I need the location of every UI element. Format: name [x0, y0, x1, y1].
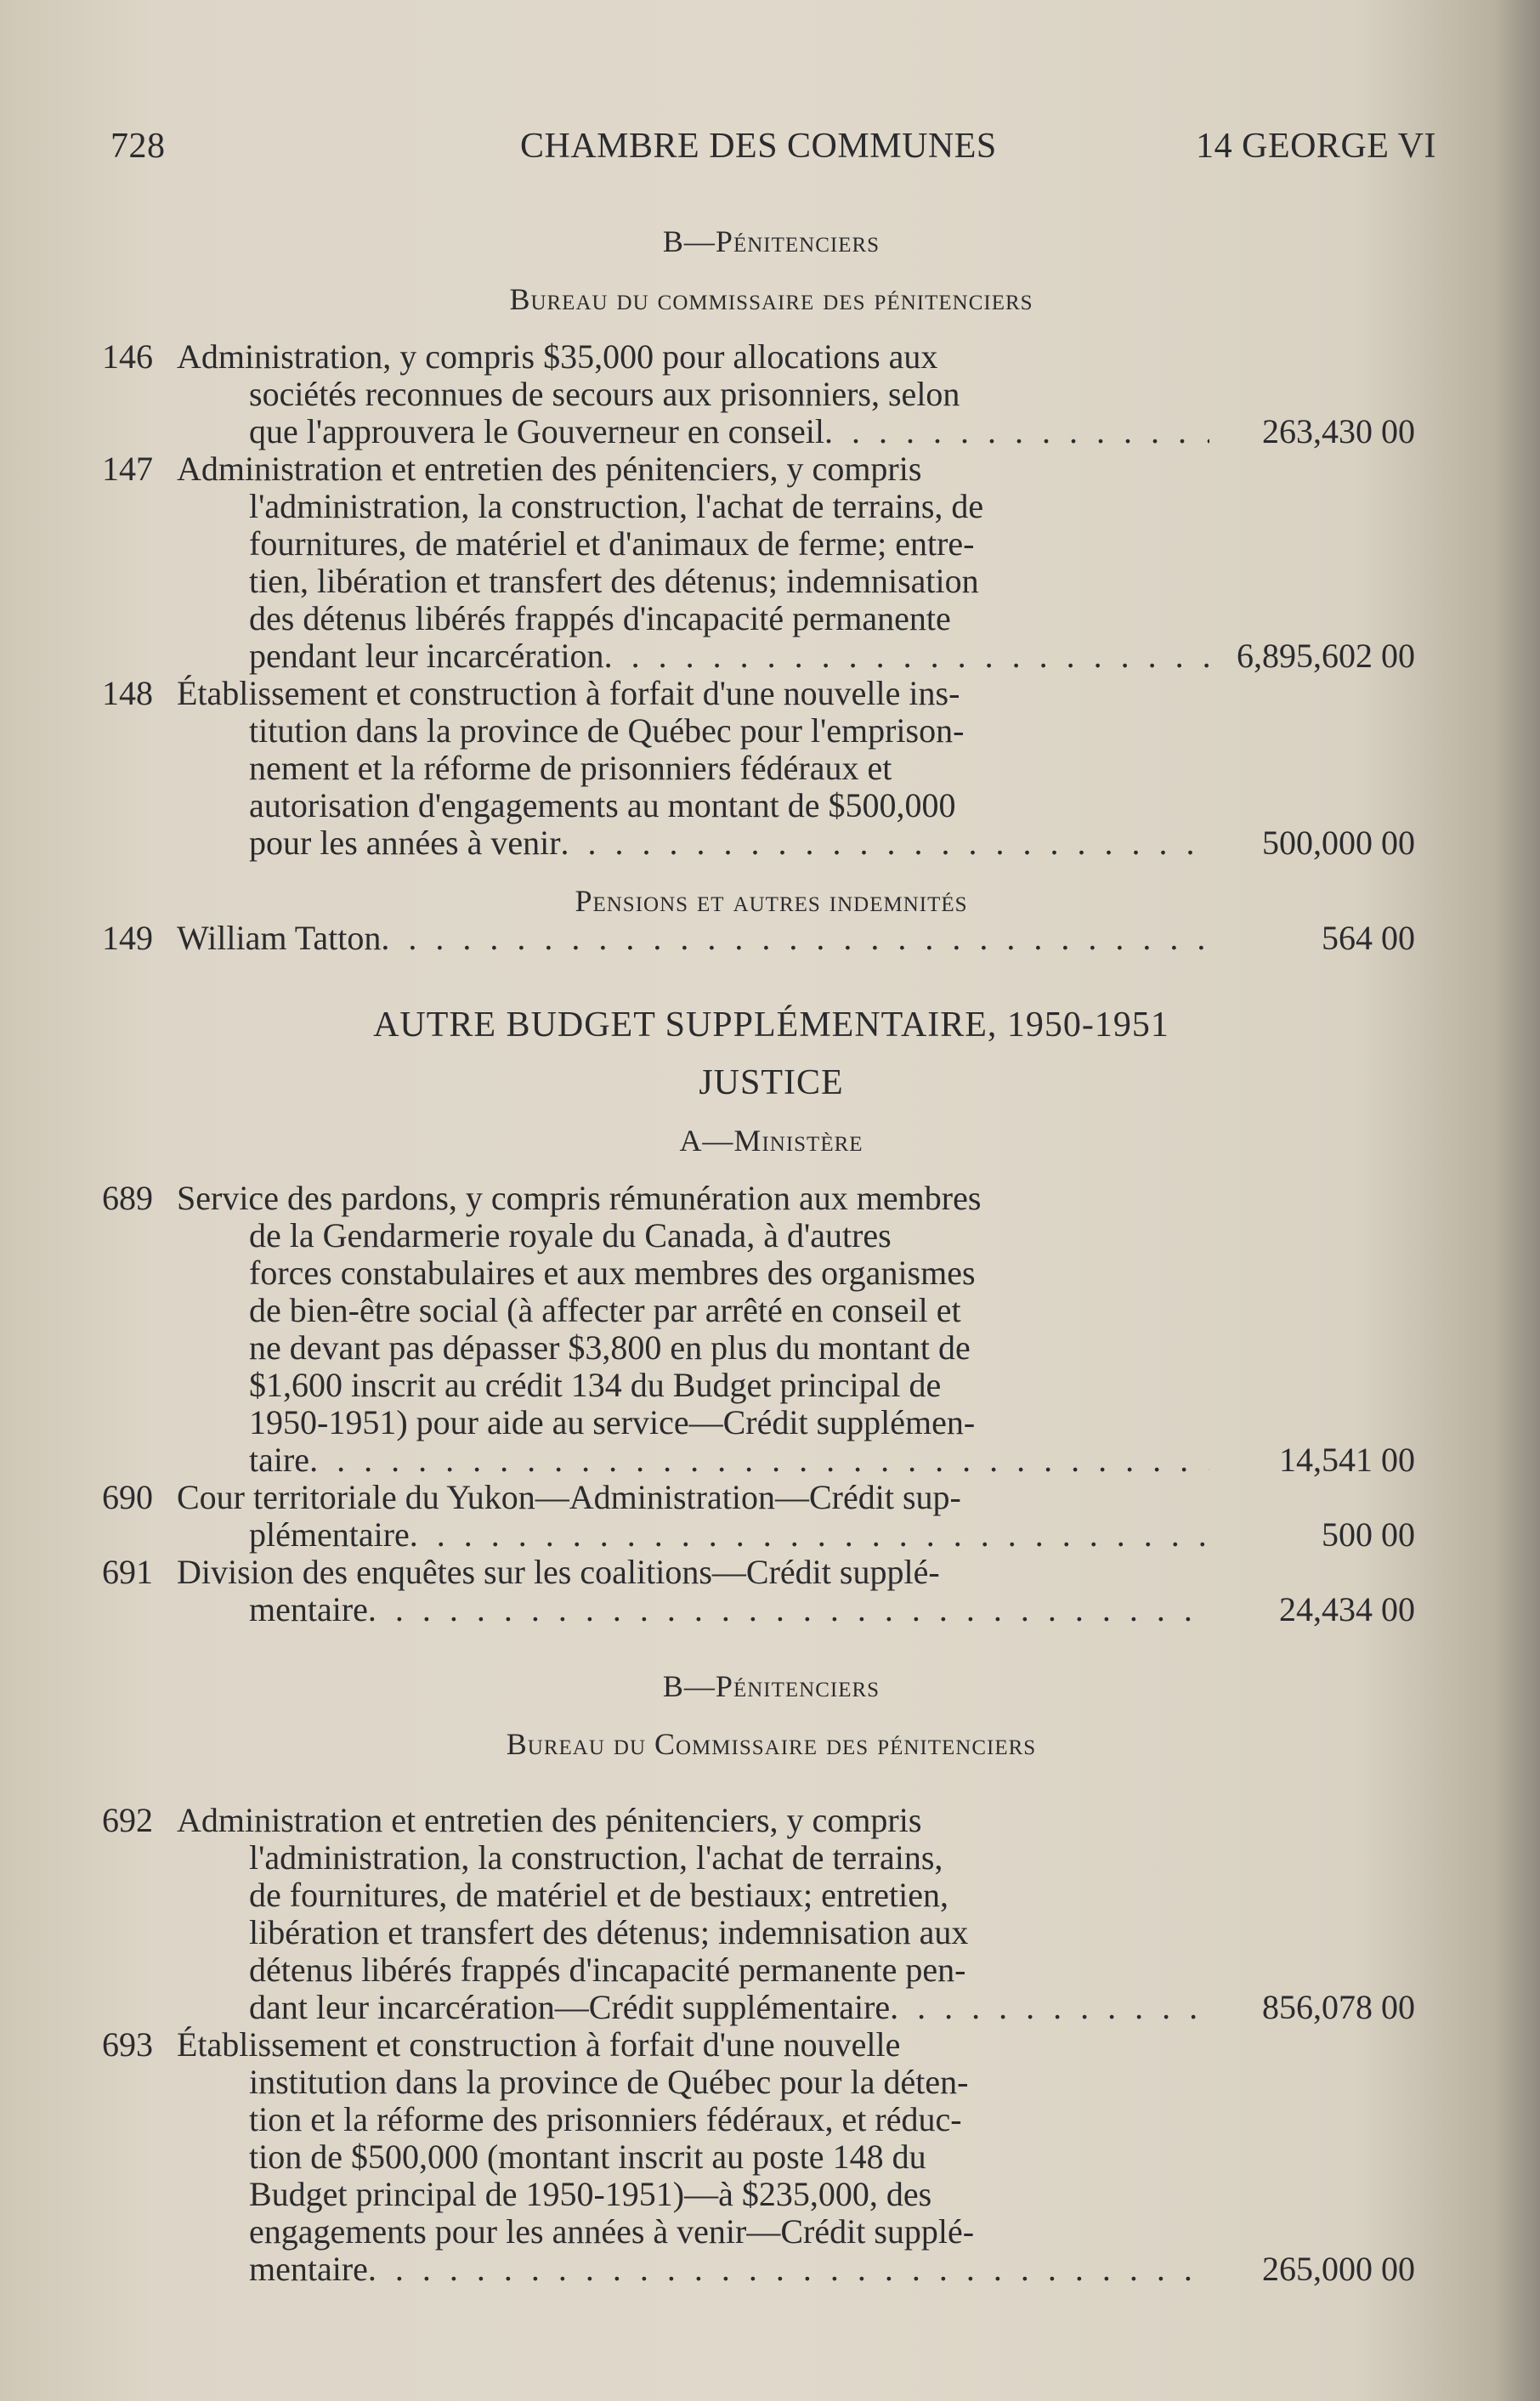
- description-last-line: pendant leur incarcération: [249, 637, 604, 675]
- item-list: [102, 1802, 1441, 2288]
- description-last-line: mentaire: [249, 2251, 368, 2288]
- section-heading: B—Pénitenciers: [662, 1669, 880, 1703]
- dot-leader: [604, 637, 1209, 675]
- description-last-line: William Tatton: [177, 920, 382, 957]
- vote-item: [102, 1554, 1441, 1628]
- vote-number: 689: [102, 1179, 153, 1217]
- description-line: ne devant pas dépasser $3,800 en plus du montant de: [249, 1328, 971, 1367]
- vote-amount: 500,000 00: [1262, 824, 1415, 862]
- dot-leader: [381, 920, 1209, 957]
- item-list: [102, 1180, 1441, 1628]
- vote-description: [177, 338, 1209, 450]
- vote-number: 691: [102, 1553, 153, 1591]
- description-line: forces constabulaires et aux membres des organismes: [249, 1254, 976, 1292]
- description-last-line: que l'approuvera le Gouverneur en conseil: [249, 413, 824, 450]
- dot-leader: [561, 824, 1209, 862]
- section-heading: B—Pénitenciers: [662, 224, 880, 258]
- vote-description: [177, 1554, 1209, 1628]
- vote-number: 148: [102, 674, 153, 712]
- dot-leader: [368, 2251, 1209, 2288]
- description-line: Établissement et construction à forfait d'une nouvelle ins-: [177, 674, 960, 712]
- description-line: de fournitures, de matériel et de bestiaux; entretien,: [249, 1876, 949, 1914]
- supplementary-title: AUTRE BUDGET SUPPLÉMENTAIRE, 1950-1951: [373, 1005, 1169, 1045]
- vote-amount: 500 00: [1322, 1515, 1415, 1554]
- vote-item: [102, 1180, 1441, 1479]
- vote-description: [177, 450, 1209, 675]
- description-line: tion et la réforme des prisonniers fédéraux, et réduc-: [249, 2100, 962, 2138]
- vote-description: [177, 2026, 1209, 2288]
- vote-item: [102, 338, 1441, 450]
- description-line: de bien-être social (à affecter par arrêté en conseil et: [249, 1291, 961, 1329]
- description-line: l'administration, la construction, l'achat de terrains, de: [249, 487, 984, 525]
- description-line: Service des pardons, y compris rémunération aux membres: [177, 1179, 982, 1217]
- description-line: 1950-1951) pour aide au service—Crédit supplémen-: [249, 1403, 976, 1441]
- description-line: libération et transfert des détenus; indemnisation aux: [249, 1913, 969, 1951]
- description-line: Division des enquêtes sur les coalitions—Crédit supplé-: [177, 1553, 940, 1591]
- vote-number: 690: [102, 1478, 153, 1516]
- dot-leader: [824, 413, 1209, 450]
- description-line: institution dans la province de Québec pour la déten-: [249, 2063, 969, 2101]
- description-line: nement et la réforme de prisonniers fédéraux et: [249, 749, 892, 787]
- vote-item: [102, 1479, 1441, 1554]
- description-line: titution dans la province de Québec pour l'emprison-: [249, 711, 965, 750]
- vote-number: 147: [102, 450, 153, 488]
- vote-amount: 14,541 00: [1279, 1441, 1415, 1479]
- pensions-heading: Pensions et autres indemnités: [575, 884, 968, 918]
- description-line: sociétés reconnues de secours aux prisonniers, selon: [249, 375, 960, 413]
- vote-item: [102, 1802, 1441, 2026]
- description-line: Administration, y compris $35,000 pour allocations aux: [177, 337, 938, 376]
- vote-amount: 564 00: [1322, 919, 1415, 957]
- page-header: [110, 126, 1436, 173]
- vote-amount: 24,434 00: [1279, 1590, 1415, 1628]
- dot-leader: [368, 1591, 1209, 1628]
- page-number: 728: [110, 127, 166, 166]
- item-list: [102, 338, 1441, 862]
- description-last-line: taire: [249, 1441, 310, 1479]
- vote-description: [177, 920, 1209, 957]
- dot-leader: [890, 1989, 1209, 2026]
- vote-item: [102, 2026, 1441, 2288]
- vote-number: 692: [102, 1801, 153, 1839]
- description-line: Établissement et construction à forfait d'une nouvelle: [177, 2025, 901, 2064]
- dot-leader: [410, 1516, 1209, 1554]
- vote-description: [177, 1479, 1209, 1554]
- description-line: tien, libération et transfert des détenus; indemnisation: [249, 562, 979, 600]
- vote-item: [102, 450, 1441, 675]
- vote-number: 149: [102, 919, 153, 957]
- vote-amount: 856,078 00: [1262, 1988, 1415, 2026]
- page-body: [102, 223, 1441, 2288]
- description-line: fournitures, de matériel et d'animaux de ferme; entre-: [249, 524, 975, 563]
- description-line: autorisation d'engagements au montant de $500,000: [249, 786, 956, 824]
- section-subheading: Bureau du Commissaire des pénitenciers: [506, 1727, 1037, 1761]
- description-line: Administration et entretien des pénitenciers, y compris: [177, 450, 922, 488]
- vote-amount: 265,000 00: [1262, 2250, 1415, 2288]
- description-line: des détenus libérés frappés d'incapacité permanente: [249, 599, 951, 637]
- department-heading: JUSTICE: [699, 1063, 844, 1102]
- description-line: Administration et entretien des pénitenciers, y compris: [177, 1801, 922, 1839]
- vote-description: [177, 1180, 1209, 1479]
- description-last-line: pour les années à venir: [249, 824, 561, 862]
- dot-leader: [309, 1441, 1209, 1479]
- vote-amount: 6,895,602 00: [1237, 637, 1415, 675]
- vote-description: [177, 675, 1209, 862]
- description-line: Budget principal de 1950-1951)—à $235,000, des: [249, 2175, 932, 2213]
- vote-description: [177, 1802, 1209, 2026]
- description-line: tion de $500,000 (montant inscrit au poste 148 du: [249, 2138, 926, 2176]
- description-line: Cour territoriale du Yukon—Administration—Crédit sup-: [177, 1478, 961, 1516]
- description-line: $1,600 inscrit au crédit 134 du Budget principal de: [249, 1366, 942, 1404]
- item-list: [102, 920, 1441, 957]
- vote-number: 693: [102, 2025, 153, 2064]
- description-last-line: dant leur incarcération—Crédit supplémentaire: [249, 1989, 891, 2026]
- section-heading: A—Ministère: [679, 1124, 863, 1158]
- vote-number: 146: [102, 337, 153, 376]
- regnal-year: 14 GEORGE VI: [1196, 127, 1436, 166]
- description-line: de la Gendarmerie royale du Canada, à d'autres: [249, 1216, 892, 1254]
- publication-title: CHAMBRE DES COMMUNES: [520, 127, 997, 166]
- description-last-line: mentaire: [249, 1591, 368, 1628]
- description-last-line: plémentaire: [249, 1516, 410, 1554]
- description-line: engagements pour les années à venir—Crédit supplé-: [249, 2212, 975, 2251]
- vote-item: [102, 675, 1441, 862]
- section-subheading: Bureau du commissaire des pénitenciers: [509, 282, 1033, 316]
- description-line: détenus libérés frappés d'incapacité permanente pen-: [249, 1951, 966, 1989]
- description-line: l'administration, la construction, l'achat de terrains,: [249, 1838, 943, 1877]
- vote-item: [102, 920, 1441, 957]
- vote-amount: 263,430 00: [1262, 412, 1415, 450]
